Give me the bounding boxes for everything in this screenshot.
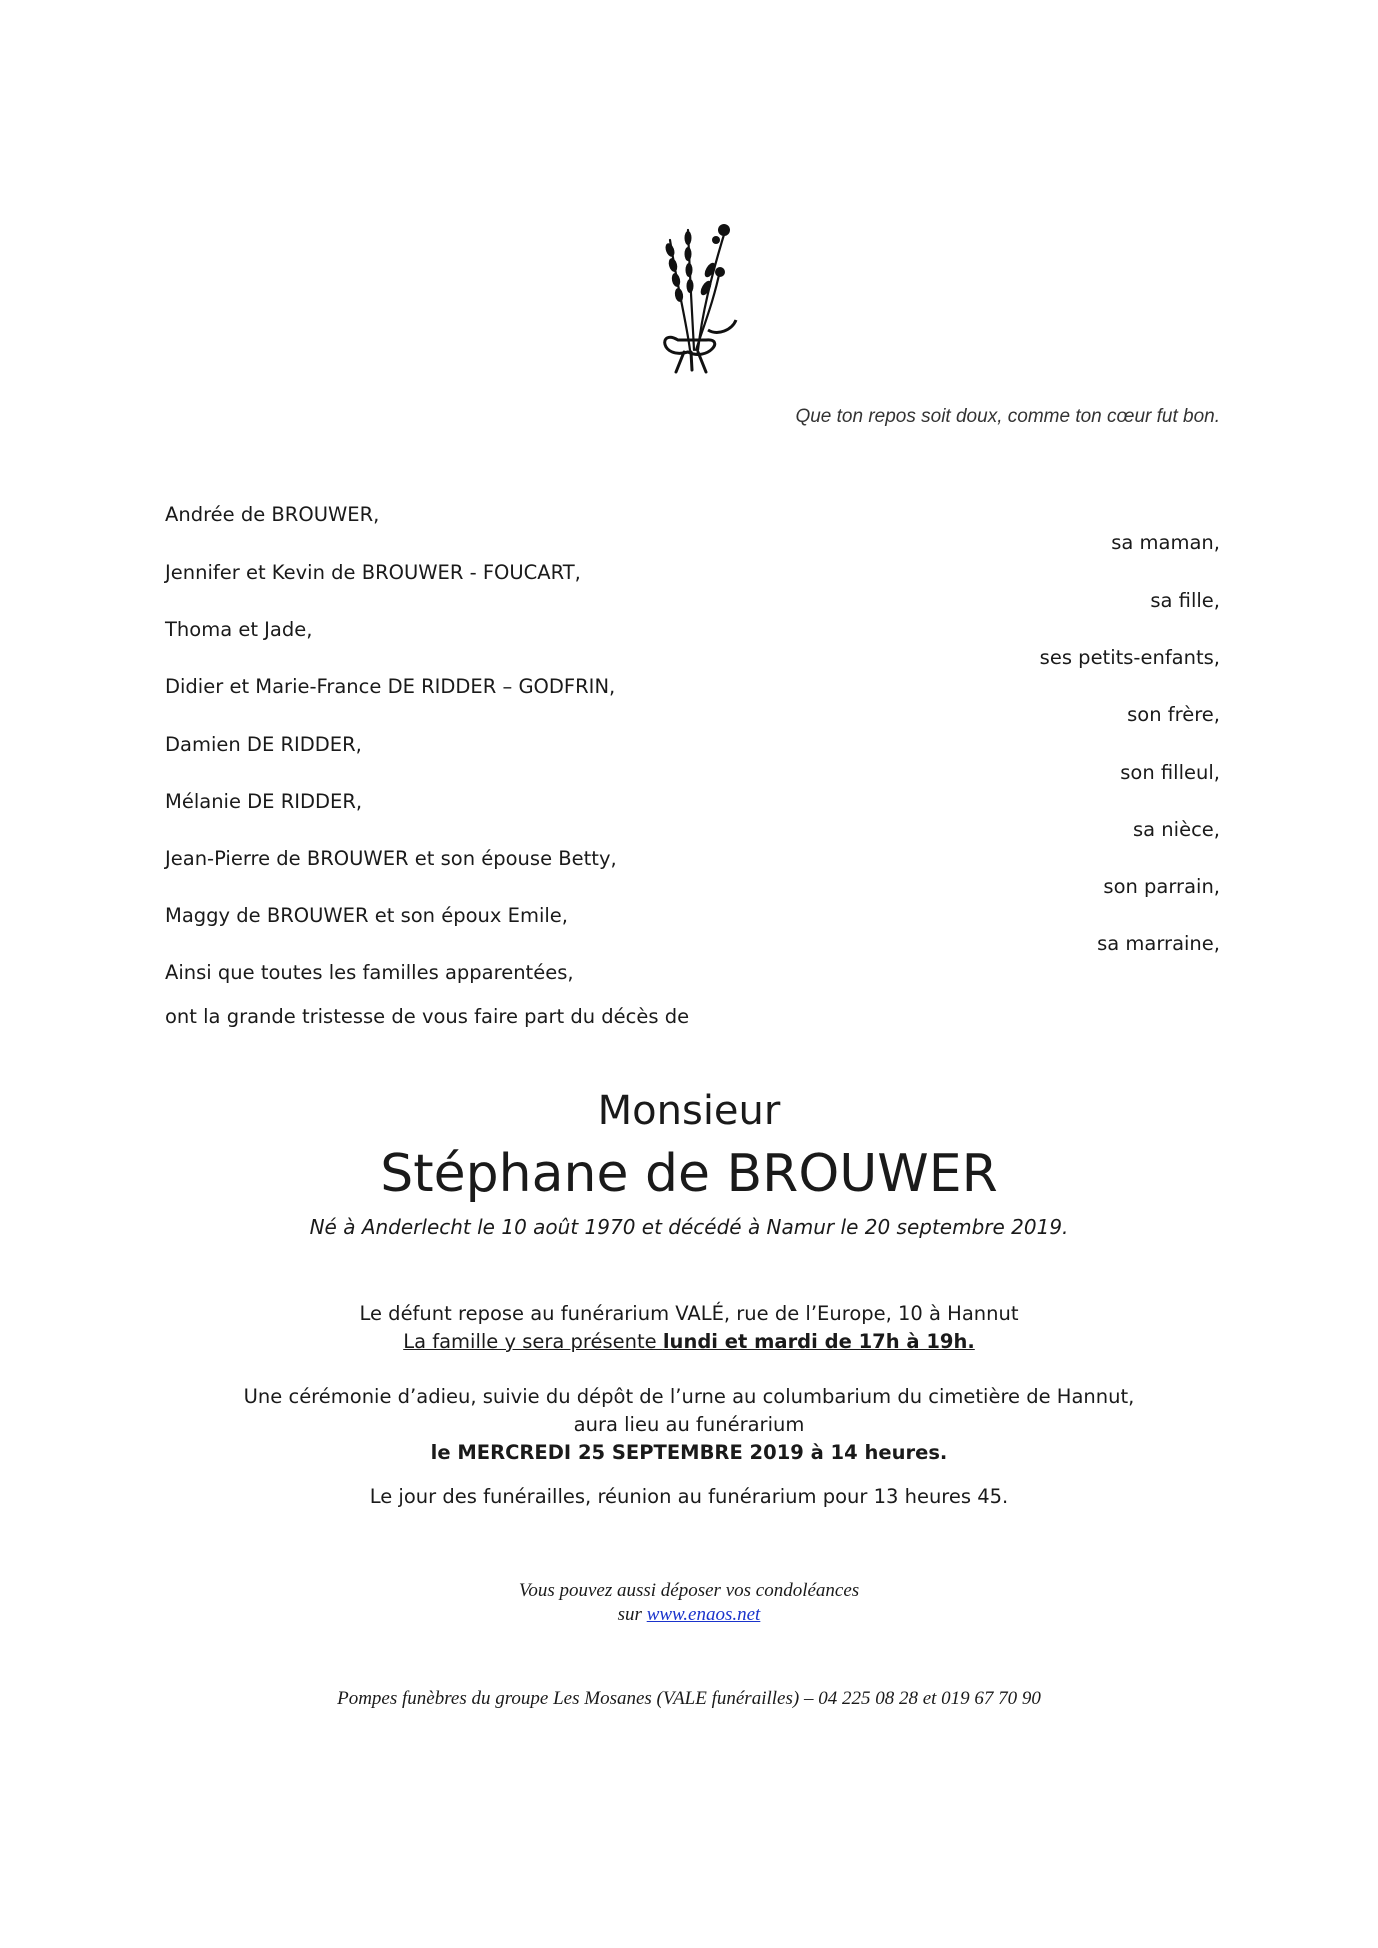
family-relation: sa fille, [1150, 589, 1220, 612]
family-name: Maggy de BROUWER et son époux Emile, [165, 904, 568, 927]
birth-death-dates: Né à Anderlecht le 10 août 1970 et décédé à Namur le 20 septembre 2019. [309, 1215, 1069, 1239]
family-relation: son parrain, [1103, 875, 1220, 898]
deceased-name: Stéphane de BROUWER [380, 1144, 998, 1204]
ceremony-line: aura lieu au funérarium [573, 1413, 805, 1436]
condolences-url-line [0, 1604, 1378, 1626]
family-relation: sa marraine, [1097, 932, 1220, 955]
closing-line: Ainsi que toutes les familles apparentées, [165, 961, 574, 984]
condolences-link[interactable]: www.enaos.net [646, 1604, 761, 1625]
presence-prefix: La famille y sera présente [403, 1330, 663, 1353]
family-relation: ses petits-enfants, [1039, 646, 1220, 669]
wheat-flower-bouquet-icon [648, 210, 748, 375]
family-row [165, 790, 1220, 847]
family-row [165, 847, 1220, 904]
family-row [165, 503, 1220, 560]
family-row [165, 561, 1220, 618]
family-name: Mélanie DE RIDDER, [165, 790, 363, 813]
epitaph-quote: Que ton repos soit doux, comme ton cœur fut bon. [795, 406, 1220, 427]
presence-info [0, 1330, 1378, 1353]
family-name: Jean-Pierre de BROUWER et son épouse Betty, [165, 847, 617, 870]
honorific: Monsieur [597, 1088, 781, 1134]
family-name: Andrée de BROUWER, [165, 503, 380, 526]
family-name: Thoma et Jade, [165, 618, 313, 641]
repose-info: Le défunt repose au funérarium VALÉ, rue de l’Europe, 10 à Hannut [359, 1302, 1019, 1325]
family-relation: sa nièce, [1133, 818, 1220, 841]
family-name: Didier et Marie-France DE RIDDER – GODFRIN, [165, 675, 616, 698]
family-row [165, 733, 1220, 790]
family-row [165, 675, 1220, 732]
ceremony-date: le MERCREDI 25 SEPTEMBRE 2019 à 14 heures. [430, 1441, 948, 1464]
family-relation: son frère, [1127, 703, 1220, 726]
condolences-line: Vous pouvez aussi déposer vos condoléances [518, 1580, 860, 1601]
ceremony-line: Une cérémonie d’adieu, suivie du dépôt de l’urne au columbarium du cimetière de Hannut, [243, 1385, 1135, 1408]
family-name: Damien DE RIDDER, [165, 733, 362, 756]
funeral-home-footer: Pompes funèbres du groupe Les Mosanes (VALE funérailles) – 04 225 08 28 et 019 67 70 90 [337, 1688, 1041, 1709]
family-row [165, 904, 1220, 961]
meeting-info: Le jour des funérailles, réunion au funérarium pour 13 heures 45. [369, 1485, 1009, 1508]
family-row [165, 618, 1220, 675]
family-name: Jennifer et Kevin de BROUWER - FOUCART, [165, 561, 581, 584]
family-relation: son filleul, [1120, 761, 1220, 784]
closing-line: ont la grande tristesse de vous faire part du décès de [165, 1005, 690, 1028]
presence-days: lundi et mardi de 17h à 19h. [662, 1330, 975, 1353]
family-relation: sa maman, [1111, 531, 1220, 554]
condolences-prefix: sur [617, 1604, 647, 1625]
